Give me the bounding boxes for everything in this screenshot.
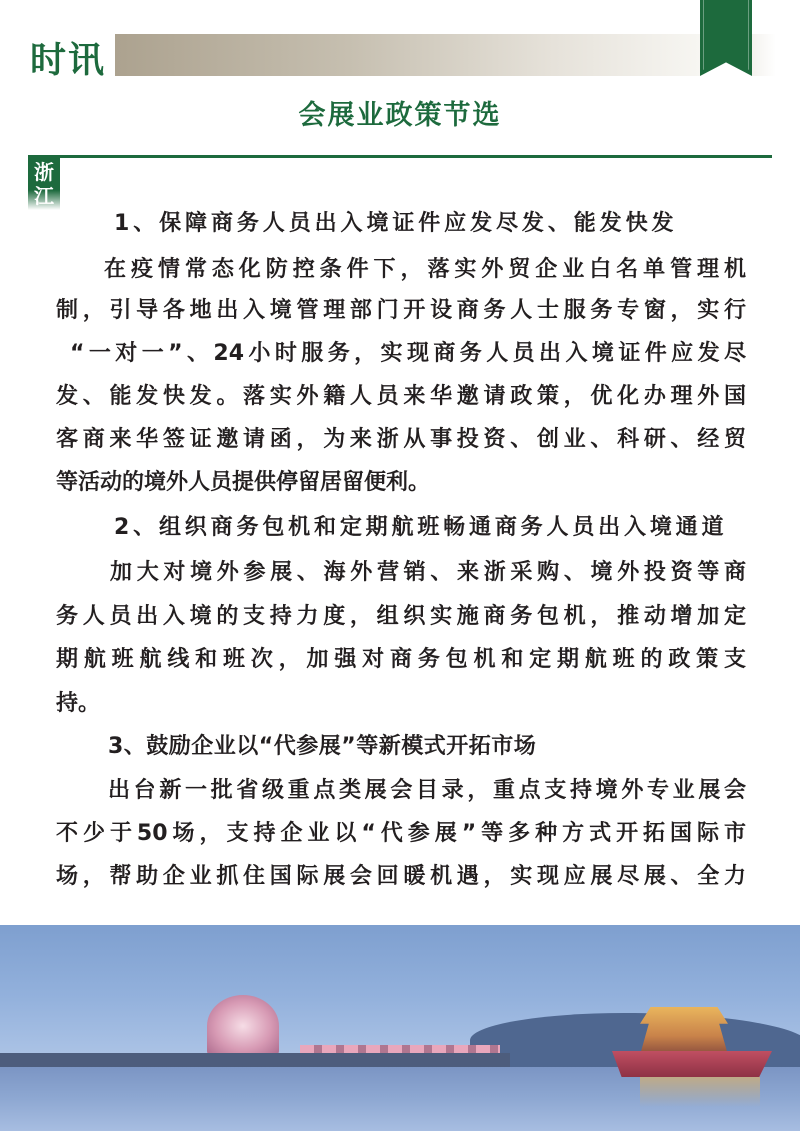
paragraph-line: 加大对境外参展、海外营销、来浙采购、境外投资等商 [110,560,746,585]
paragraph-line: 等活动的境外人员提供停留居留便利。 [56,470,431,495]
article-title: 会展业政策节选 [298,100,502,131]
photo-boat [612,1051,772,1077]
paragraph-line: 持。 [56,691,101,716]
paragraph-line: 出台新一批省级重点类展会目录，重点支持境外专业展会 [108,778,746,803]
paragraph-line: 在疫情常态化防控条件下，落实外贸企业白名单管理机 [104,257,746,282]
paragraph-line: 期航班航线和班次，加强对商务包机和定期航班的政策支 [56,647,746,672]
subheading-3: 3、鼓励企业以“代参展”等新模式开拓市场 [108,734,537,759]
photo-pavilion [640,1007,728,1055]
region-tag: 浙江 [28,158,60,210]
paragraph-line: 务人员出入境的支持力度，组织实施商务包机，推动增加定 [56,604,746,629]
paragraph-line: 发、能发快发。落实外籍人员来华邀请政策，优化办理外国 [56,384,746,409]
paragraph-line: 不少于50场，支持企业以“代参展”等多种方式开拓国际市 [56,821,746,846]
photo-lights [300,1045,500,1053]
photo-reflection [640,1077,760,1107]
subheading-1: 1、保障商务人员出入境证件应发尽发、能发快发 [114,211,674,236]
section-title: 时讯 [30,40,107,81]
paragraph-line: 客商来华签证邀请函，为来浙从事投资、创业、科研、经贸 [56,427,746,452]
subheading-2: 2、组织商务包机和定期航班畅通商务人员出入境通道 [114,515,724,540]
header-band-tail [752,34,776,76]
waterfront-photo [0,925,800,1131]
photo-dome-building [207,995,279,1057]
paragraph-line: 场，帮助企业抓住国际展会回暖机遇，实现应展尽展、全力 [56,864,746,889]
title-rule [28,155,772,158]
paragraph-line: 制，引导各地出入境管理部门开设商务人士服务专窗，实行 [56,298,746,323]
header-band [115,34,700,76]
paragraph-line: “一对一”、24小时服务，实现商务人员出入境证件应发尽 [70,341,746,366]
